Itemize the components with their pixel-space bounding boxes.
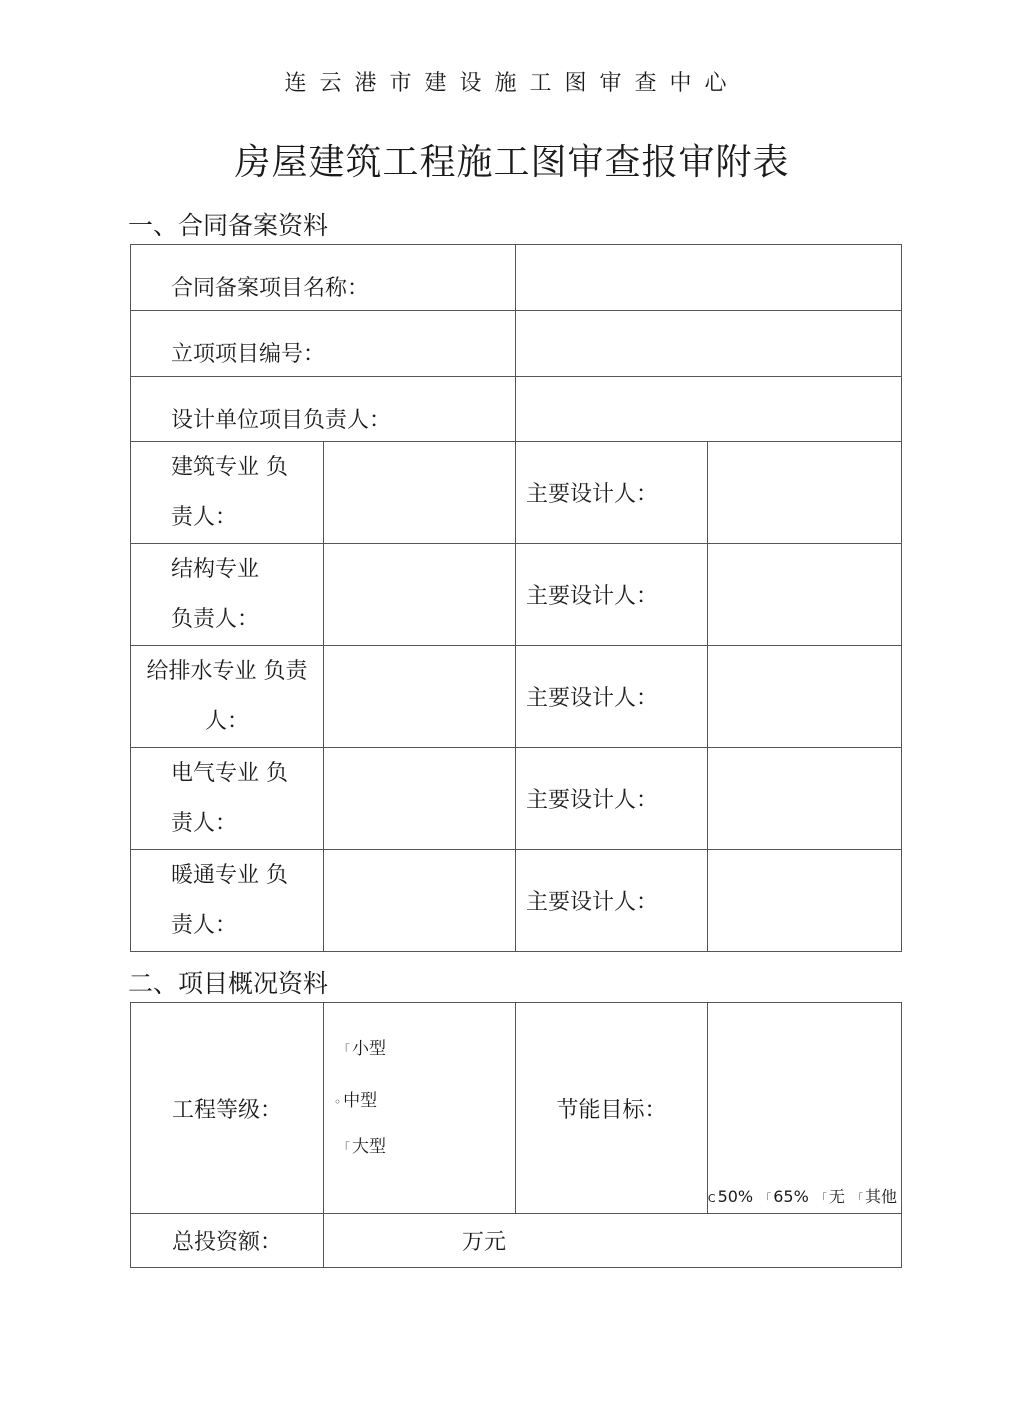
discipline-lead-label: 电气专业 负 责人： (131, 748, 324, 850)
document-title: 房屋建筑工程施工图审查报审附表 (234, 142, 790, 183)
contract-name-field[interactable] (516, 245, 902, 311)
discipline-row-plumbing (131, 646, 902, 748)
energy-option-50[interactable]: C 50% (707, 1186, 754, 1206)
grade-label: 工程等级： (131, 1003, 324, 1214)
discipline-lead-label: 建筑专业 负 责人： (131, 442, 324, 544)
designer-label: 主要设计人： (516, 442, 708, 544)
designer-field[interactable] (708, 850, 902, 952)
design-lead-label: 设计单位项目负责人： (131, 377, 516, 442)
grade-option-medium[interactable]: ◦ 中型 (334, 1090, 378, 1111)
radio-icon: 「 (338, 1140, 351, 1155)
discipline-lead-field[interactable] (324, 646, 516, 748)
investment-field[interactable] (324, 1214, 902, 1268)
designer-label: 主要设计人： (516, 544, 708, 646)
radio-icon: ◦ (334, 1094, 342, 1109)
discipline-lead-field[interactable] (324, 442, 516, 544)
project-number-label: 立项项目编号： (131, 311, 516, 377)
investment-label: 总投资额： (131, 1214, 324, 1268)
project-number-field[interactable] (516, 311, 902, 377)
radio-icon: 「 (338, 1042, 351, 1057)
contract-name-label: 合同备案项目名称： (131, 245, 516, 311)
energy-option-none[interactable]: 「 无 (815, 1186, 845, 1206)
energy-option-65[interactable]: 「 65% (760, 1186, 809, 1206)
section-heading-contract: 一、合同备案资料 (128, 211, 329, 240)
organization-name: 连云港市建设施工图审查中心 (284, 71, 740, 96)
discipline-lead-field[interactable] (324, 544, 516, 646)
radio-icon: 「 (851, 1191, 863, 1205)
designer-field[interactable] (708, 442, 902, 544)
discipline-lead-field[interactable] (324, 850, 516, 952)
radio-icon: 「 (760, 1191, 772, 1205)
discipline-row-structure (131, 544, 902, 646)
radio-icon: C (707, 1191, 716, 1205)
contract-record-table (130, 244, 902, 952)
design-lead-field[interactable] (516, 377, 902, 442)
discipline-lead-field[interactable] (324, 748, 516, 850)
grade-option-large[interactable]: 「 大型 (338, 1136, 387, 1157)
discipline-lead-label: 给排水专业 负责 人： (131, 646, 324, 748)
discipline-row-hvac (131, 850, 902, 952)
discipline-lead-label: 暖通专业 负 责人： (131, 850, 324, 952)
grade-option-small[interactable]: 「 小型 (338, 1038, 387, 1059)
energy-target-label: 节能目标： (516, 1003, 708, 1214)
discipline-row-electrical (131, 748, 902, 850)
designer-field[interactable] (708, 646, 902, 748)
project-overview-table (130, 1002, 902, 1268)
designer-field[interactable] (708, 544, 902, 646)
discipline-lead-label: 结构专业 负责人： (131, 544, 324, 646)
designer-field[interactable] (708, 748, 902, 850)
grade-options (324, 1003, 516, 1214)
discipline-row-architecture (131, 442, 902, 544)
designer-label: 主要设计人： (516, 748, 708, 850)
investment-unit: 万元 (462, 1230, 507, 1255)
energy-option-other[interactable]: 「 其他 (851, 1186, 897, 1206)
designer-label: 主要设计人： (516, 850, 708, 952)
radio-icon: 「 (815, 1191, 827, 1205)
section-heading-overview: 二、项目概况资料 (128, 969, 329, 998)
designer-label: 主要设计人： (516, 646, 708, 748)
energy-target-options (708, 1003, 902, 1214)
